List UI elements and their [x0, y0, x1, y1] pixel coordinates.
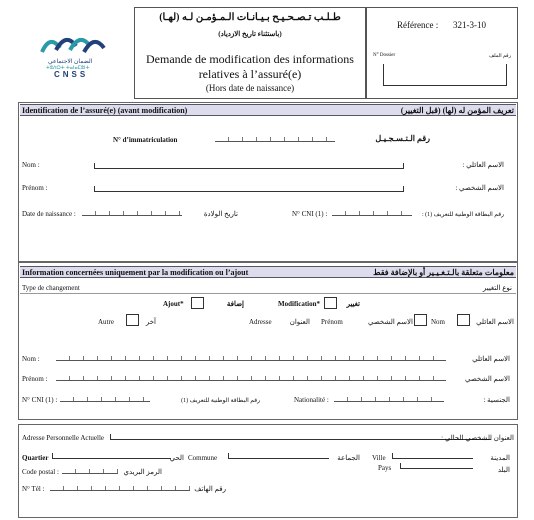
nat-label-ar: الجنسية :: [483, 396, 510, 404]
pays-label-ar: البلد: [497, 466, 510, 474]
immat-label-fr: N° d’immatriculation: [113, 136, 178, 144]
ajout-label-fr: Ajout*: [163, 300, 184, 308]
new-nom-field[interactable]: [56, 354, 446, 361]
dossier-field[interactable]: [383, 64, 507, 86]
subtitle-french: (Hors date de naissance): [205, 83, 295, 93]
new-cni-field[interactable]: [60, 395, 150, 402]
section-1-header: [20, 104, 516, 116]
opt-nom-checkbox[interactable]: [457, 314, 470, 326]
logo-tifinagh: ⵜⵓⴷⵔⵜ ⵜⴰⵏⴰⵎⵓⵏⵜ: [46, 66, 90, 71]
adresse-label-fr: Adresse Personnelle Actuelle: [22, 434, 105, 442]
opt-prenom-fr: Prénom: [321, 318, 343, 326]
ville-label-fr: Ville: [372, 454, 386, 462]
cp-field[interactable]: [62, 467, 118, 474]
ajout-checkbox[interactable]: [191, 297, 204, 309]
commune-label-ar: الجماعة: [337, 454, 360, 462]
subtitle-arabic: (باستثناء تاريخ الازدياد): [218, 30, 282, 38]
quartier-field[interactable]: [52, 453, 171, 459]
modif-label-fr: Modification*: [278, 300, 320, 308]
cp-label-ar: الرمز البريدي: [123, 468, 162, 476]
immat-field[interactable]: [215, 135, 335, 142]
title-box: [134, 7, 366, 99]
reference-box: [366, 7, 518, 99]
dossier-label-ar: رقم الملف: [488, 54, 511, 59]
new-nom-label-ar: الاسم العائلي: [472, 355, 510, 363]
tel-label-fr: N° Tél :: [22, 485, 45, 493]
commune-label-fr: Commune: [188, 454, 218, 462]
prenom-label-fr: Prénom :: [22, 184, 48, 192]
cni-label-fr: N° CNI (1) :: [292, 210, 328, 218]
adresse-label-ar: العنوان الشخصي الحالي :: [441, 434, 514, 442]
opt-autre-ar: آخر: [145, 318, 156, 326]
modif-checkbox[interactable]: [324, 297, 337, 309]
nom-label-ar: الاسم العائلي :: [462, 161, 504, 169]
nom-label-fr: Nom :: [22, 161, 40, 169]
quartier-label-fr: Quartier: [22, 454, 49, 462]
new-nom-label-fr: Nom :: [22, 355, 40, 363]
nat-field[interactable]: [334, 395, 444, 402]
opt-prenom-checkbox[interactable]: [414, 314, 427, 326]
opt-autre-checkbox[interactable]: [126, 314, 139, 326]
cni-label-ar: رقم البطاقة الوطنية للتعريف (1) :: [422, 212, 504, 218]
dob-field[interactable]: [82, 209, 182, 216]
dossier-label: N° Dossier: [373, 53, 396, 58]
opt-autre-fr: Autre: [98, 318, 114, 326]
dob-label-ar: تاريخ الولادة: [203, 210, 238, 218]
ville-field[interactable]: [392, 453, 473, 459]
section-2-title-ar: معلومات متعلقة بالـتـغـيـير أو بالإضافة فقط: [373, 268, 514, 277]
title-arabic: طـلـب تـصـحـيـح بـيـانـات الـمـؤمـن لـه (لهـا): [159, 12, 341, 23]
type-label-fr: Type de changement: [22, 284, 80, 292]
immat-label-ar: رقم الـتـسـجـيـل: [375, 134, 430, 143]
pays-field[interactable]: [400, 463, 473, 469]
section-1-title-ar: تعريف المؤمن له (لها) (قبل التغيير): [400, 106, 514, 115]
title-french-1: Demande de modification des informations: [146, 52, 354, 66]
section-2-title-fr: Information concernées uniquement par la modification ou l’ajout: [22, 268, 249, 277]
logo-brand: CNSS: [54, 70, 89, 79]
logo-arabic: الضمان الاجتماعي: [48, 59, 93, 65]
cni-field[interactable]: [332, 209, 412, 216]
cnss-logo-icon: [38, 30, 108, 56]
type-divider: [20, 293, 516, 294]
reference-label: Référence :: [397, 20, 439, 30]
opt-adresse-fr: Adresse: [249, 318, 272, 326]
type-label-ar: نوع التغيير: [482, 284, 512, 292]
quartier-label-ar: الحي: [169, 454, 184, 462]
new-cni-label-fr: N° CNI (1) :: [22, 396, 58, 404]
opt-nom-ar: الاسم العائلي: [476, 318, 514, 326]
section-1-frame: [18, 102, 518, 262]
new-prenom-field[interactable]: [56, 374, 446, 381]
pays-label-fr: Pays: [378, 464, 392, 472]
commune-field[interactable]: [228, 453, 329, 459]
section-1-title-fr: Identification de l’assuré(e) (avant modification): [22, 106, 188, 115]
new-prenom-label-ar: الاسم الشخصي: [465, 375, 510, 383]
cp-label-fr: Code postal :: [22, 468, 59, 476]
ajout-label-ar: إضافة: [226, 300, 244, 308]
nat-label-fr: Nationalité :: [294, 396, 329, 404]
reference-value: 321-3-10: [453, 20, 486, 30]
opt-adresse-ar: العنوان: [289, 318, 310, 326]
new-prenom-label-fr: Prénom :: [22, 375, 48, 383]
prenom-field[interactable]: [94, 186, 404, 192]
ville-label-ar: المدينة: [490, 454, 510, 462]
new-cni-label-ar: رقم البطاقة الوطنية للتعريف (1): [181, 398, 260, 404]
section-2-header: [20, 266, 516, 278]
cnss-logo: [38, 30, 108, 82]
prenom-label-ar: الاسم الشخصي :: [455, 184, 504, 192]
opt-nom-fr: Nom: [431, 318, 445, 326]
dob-label-fr: Date de naissance :: [22, 210, 76, 218]
title-french-2: relatives à l’assuré(e): [198, 67, 302, 81]
opt-prenom-ar: الاسم الشخصي: [368, 318, 413, 326]
modif-label-ar: تغيير: [346, 300, 360, 308]
nom-field[interactable]: [94, 163, 404, 169]
tel-label-ar: رقم الهاتف: [194, 485, 226, 493]
tel-field[interactable]: [50, 484, 190, 491]
